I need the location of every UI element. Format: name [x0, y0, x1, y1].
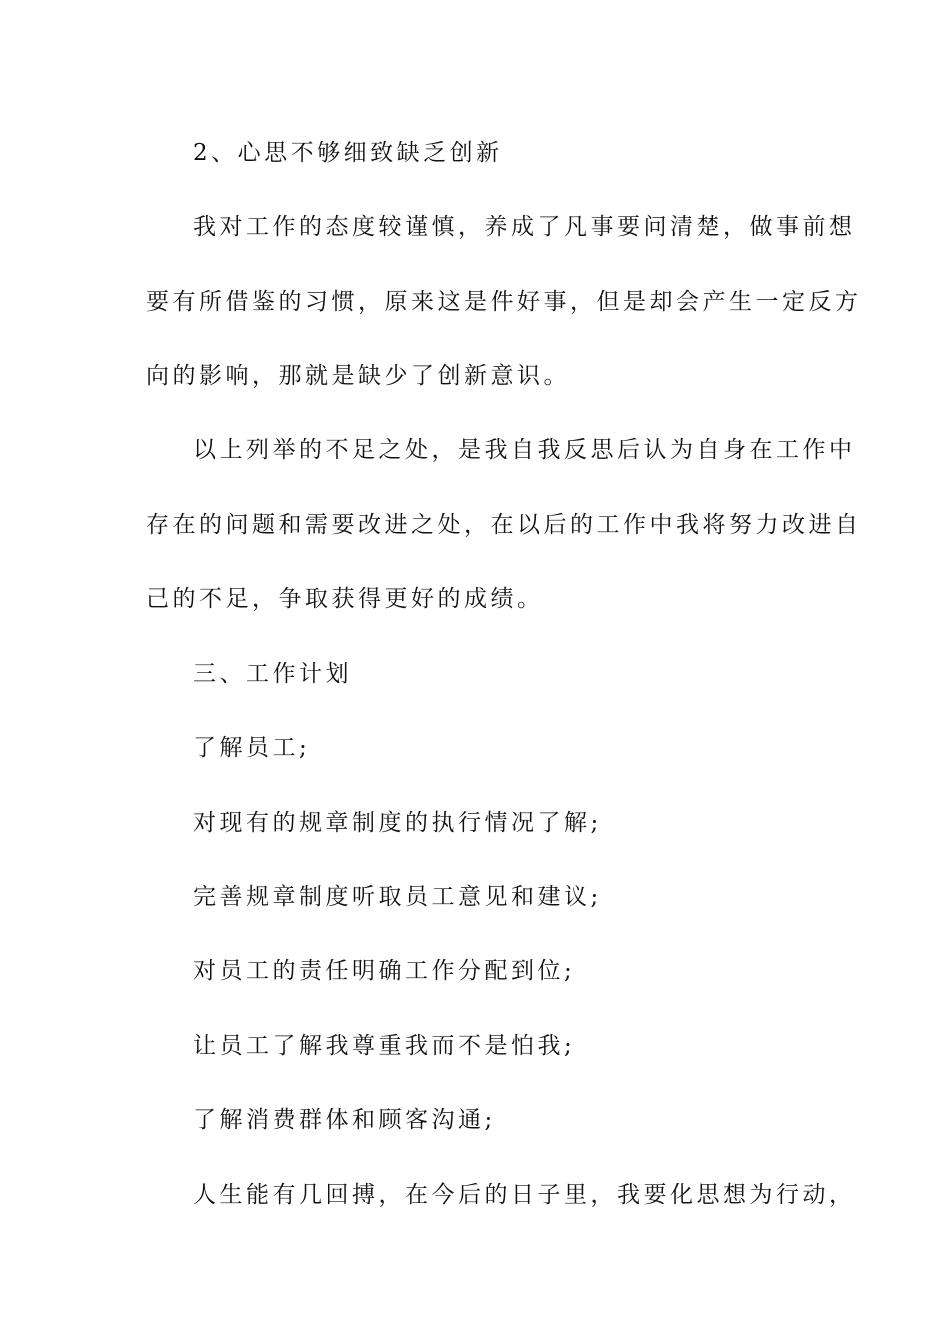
paragraph-line: 我对工作的态度较谨慎，养成了凡事要问清楚，做事前想 [193, 214, 856, 240]
paragraph-line: 向的影响，那就是缺少了创新意识。 [146, 363, 570, 389]
paragraph-line: 人生能有几回搏，在今后的日子里，我要化思想为行动， [193, 1182, 856, 1208]
section-heading: 三、工作计划 [193, 661, 352, 687]
paragraph-line: 存在的问题和需要改进之处，在以后的工作中我将努力改进自 [146, 512, 862, 538]
paragraph-line: 己的不足，争取获得更好的成绩。 [146, 586, 544, 612]
section-heading: 2、心思不够细致缺乏创新 [193, 140, 503, 166]
list-item: 让员工了解我尊重我而不是怕我; [193, 1033, 576, 1059]
list-item: 完善规章制度听取员工意见和建议; [193, 884, 602, 910]
paragraph-line: 要有所借鉴的习惯，原来这是件好事，但是却会产生一定反方 [146, 289, 862, 315]
list-item: 对现有的规章制度的执行情况了解; [193, 810, 602, 836]
paragraph-line: 以上列举的不足之处，是我自我反思后认为自身在工作中 [193, 437, 856, 463]
list-item: 了解员工; [193, 735, 311, 761]
list-item: 了解消费群体和顾客沟通; [193, 1107, 496, 1133]
list-item: 对员工的责任明确工作分配到位; [193, 958, 576, 984]
